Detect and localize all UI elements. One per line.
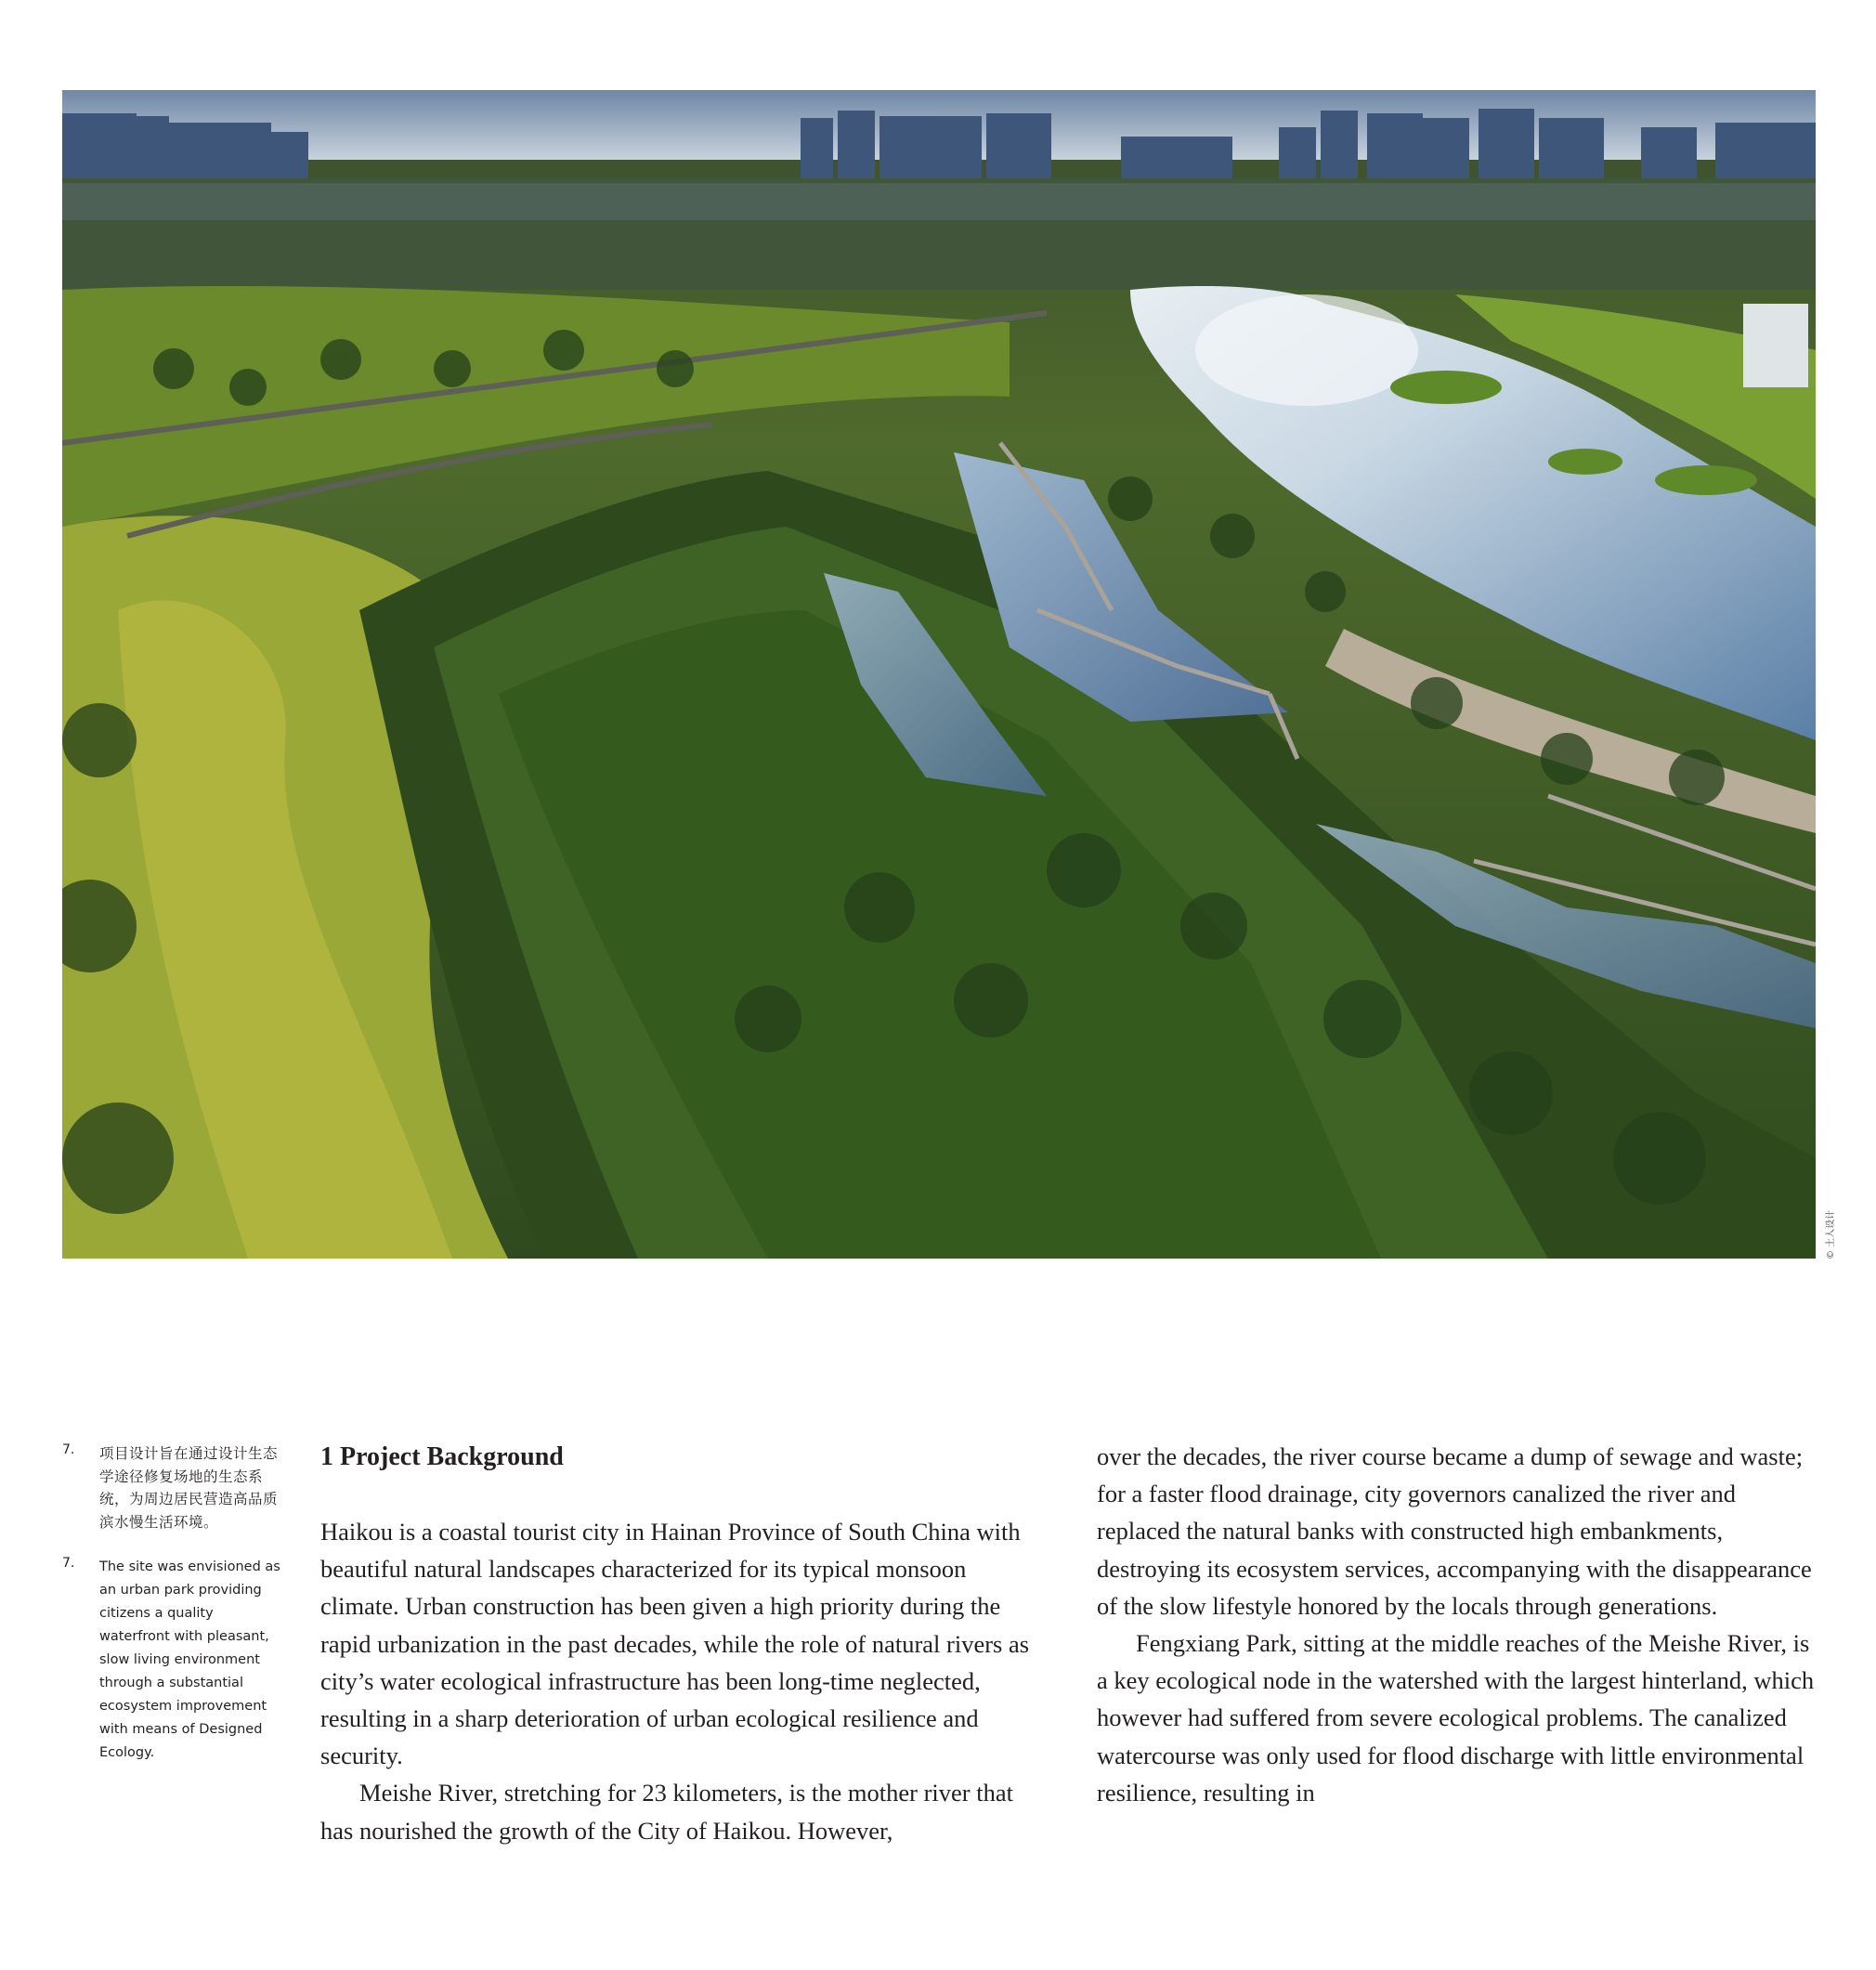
paragraph: Haikou is a coastal tourist city in Hainan Province of South China with beautiful natural landscapes characterized for its typical monsoon climate. Urban construction has been given a high priority during the rapid urbanization in the past decades, while the role of natural rivers as city’s water ecological infrastructure has been long-time neglected, resulting in a sharp deterioration of urban ecological resilience and security.	[320, 1518, 1030, 1770]
text-column-right	[1097, 1438, 1821, 1811]
figure-captions	[62, 1442, 285, 1787]
caption-chinese	[62, 1442, 285, 1533]
photo-credit-text: © 土人设计	[1826, 1209, 1836, 1259]
caption-text: 项目设计旨在通过设计生态学途径修复场地的生态系统，为周边居民营造高品质滨水慢生活环境。	[99, 1445, 279, 1531]
photo-credit	[1818, 1187, 1837, 1261]
caption-english	[62, 1556, 285, 1765]
text-column-left	[320, 1513, 1045, 1849]
caption-number: 7.	[62, 1556, 75, 1571]
caption-text: The site was envisioned as an urban park providing citizens a quality waterfront with pleasant, slow living environment through a substantial ecosystem improvement with means of Designed Ecology.	[99, 1559, 280, 1760]
paragraph: Fengxiang Park, sitting at the middle reaches of the Meishe River, is a key ecological node in the watershed with the largest hinterland, which however had suffered from severe ecological problems. The canalized watercourse was only used for flood discharge with little environmental resilience, resulting in	[1097, 1629, 1815, 1807]
paragraph: over the decades, the river course became a dump of sewage and waste; for a faster flood drainage, city governors canalized the river and replaced the natural banks with constructed high embankments, destroying its ecosystem services, accompanying with the disappearance of the slow lifestyle honored by the locals through generations.	[1097, 1442, 1812, 1620]
caption-number: 7.	[62, 1442, 75, 1457]
paragraph: Meishe River, stretching for 23 kilometers, is the mother river that has nourished the growth of the City of Haikou. However,	[320, 1779, 1013, 1845]
park-aerial-illustration	[62, 90, 1816, 1259]
aerial-photo	[62, 90, 1816, 1259]
section-heading: 1 Project Background	[320, 1442, 564, 1471]
